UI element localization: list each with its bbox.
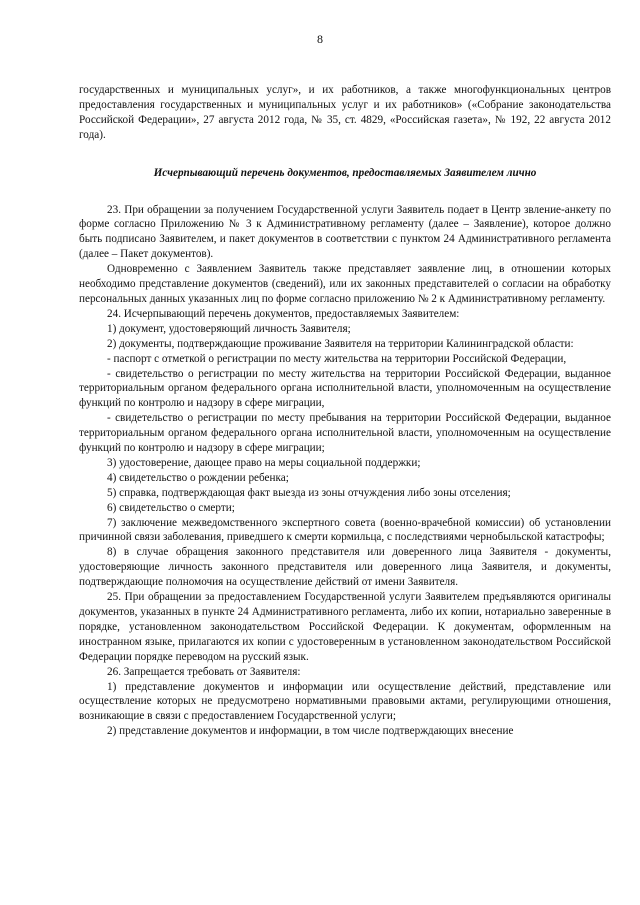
prohibition-item-1: 1) представление документов и информации или осуществление действий, представление или осуществление которых не предусмотрено нормативными правовыми актами, регулирующими отношения, возникающие в связи с предоставлением Государственной услуги;	[79, 680, 611, 723]
paragraph-continuation: государственных и муниципальных услуг», и их работников, а также многофункциональных центров предоставления государственных и муниципальных услуг и их работников» («Собрание законодательства Российской Федерации», 27 августа 2012 года, № 35, ст. 4829, «Российская газета», № 192, 22 августа 2012 года).	[79, 84, 611, 141]
paragraph-25: 25. При обращении за предоставлением Государственной услуги Заявителем предъявляются оригиналы документов, указанных в пункте 24 Административного регламента, либо их копии, нотариально заверенные в порядке, установленном законодательством Российской Федерации. К документам, оформленным на иностранном языке, прилагаются их копии с удостоверенным в установленном законодательством Российской Федерации порядке переводом на русский язык.	[79, 591, 611, 663]
paragraph-23: 23. При обращении за получением Государственной услуги Заявитель подает в Центр звление-анкету по форме согласно Приложению № 3 к Административному регламенту (далее – Заявление), которое должно быть подписано Заявителем, и пакет документов в соответствии с пунктом 24 Административного регламента (далее – Пакет документов).	[79, 203, 611, 261]
paragraph-26: 26. Запрещается требовать от Заявителя:	[107, 665, 301, 678]
list-subitem-stay-certificate: - свидетельство о регистрации по месту пребывания на территории Российской Федерации, выданное территориальным органом федерального органа исполнительной власти, уполномоченным на осуществление функций по контролю и надзору в сфере миграции;	[79, 412, 611, 455]
document-body	[79, 83, 611, 739]
list-subitem-passport: - паспорт с отметкой о регистрации по месту жительства на территории Российской Федерации,	[107, 352, 567, 365]
paragraph-24: 24. Исчерпывающий перечень документов, предоставляемых Заявителем:	[107, 307, 460, 320]
paragraph-consent: Одновременно с Заявлением Заявитель также представляет заявление лиц, в отношении которых необходимо представление документов (сведений), или их законных представителей о согласии на обработку персональных данных указанных лиц по форме согласно приложению № 2 к Административному регламенту.	[79, 263, 611, 305]
list-item-5: 5) справка, подтверждающая факт выезда из зоны отчуждения либо зоны отселения;	[107, 486, 511, 499]
page-number: 8	[317, 32, 323, 46]
list-item-6: 6) свидетельство о смерти;	[107, 501, 235, 514]
section-heading: Исчерпывающий перечень документов, предоставляемых Заявителем лично	[153, 166, 537, 179]
list-item-1: 1) документ, удостоверяющий личность Заявителя;	[107, 322, 351, 335]
list-item-4: 4) свидетельство о рождении ребенка;	[107, 471, 289, 484]
list-item-7: 7) заключение межведомственного экспертного совета (военно-врачебной комиссии) об установлении причинной связи заболевания, приведшего к смерти кормильца, с последствиями чернобыльской катастрофы;	[79, 516, 611, 544]
list-item-3: 3) удостоверение, дающее право на меры социальной поддержки;	[107, 456, 421, 469]
list-item-8: 8) в случае обращения законного представителя или доверенного лица Заявителя - документы, удостоверяющие личность законного представителя или доверенного лица Заявителя, и документы, подтверждающие полномочия на осуществление действий от имени Заявителя.	[79, 546, 611, 589]
prohibition-item-2: 2) представление документов и информации, в том числе подтверждающих внесение	[107, 725, 514, 738]
list-item-2: 2) документы, подтверждающие проживание Заявителя на территории Калининградской области:	[107, 337, 574, 350]
list-subitem-residence-certificate: - свидетельство о регистрации по месту жительства на территории Российской Федерации, выданное территориальным органом федерального органа исполнительной власти, уполномоченным на осуществление функций по контролю и надзору в сфере миграции,	[79, 367, 611, 410]
